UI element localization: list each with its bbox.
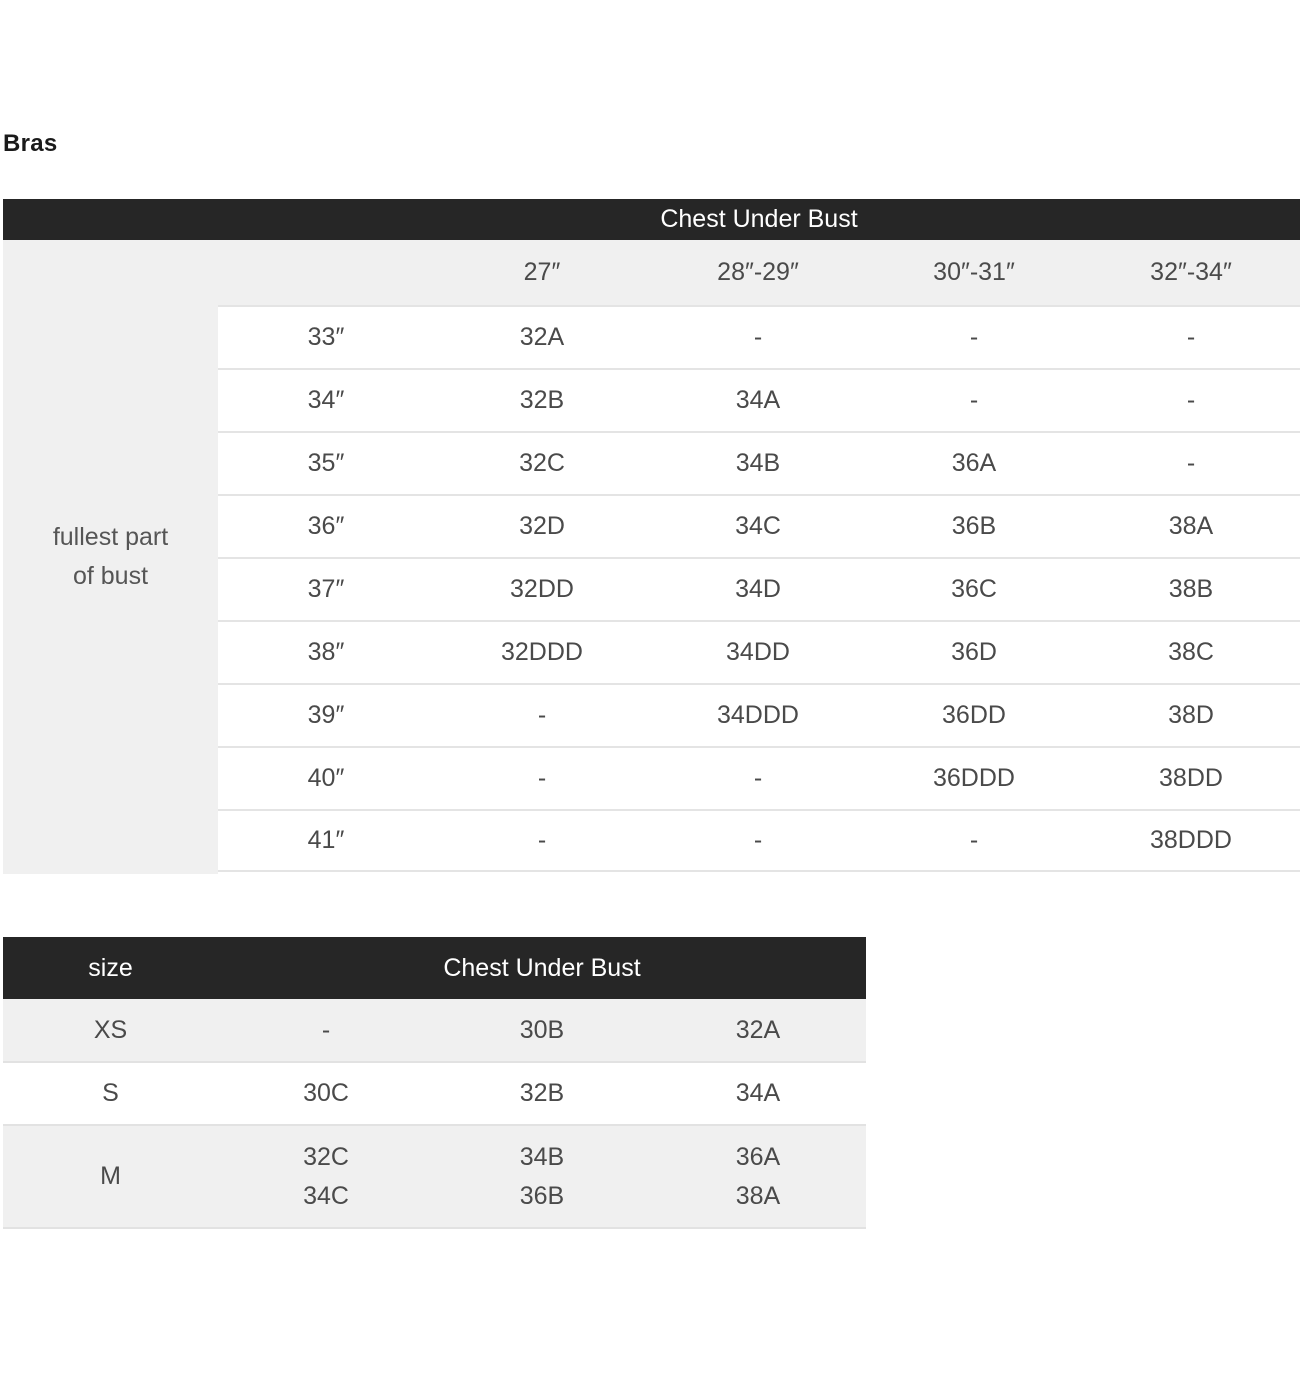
size-cell: 34B <box>735 449 781 477</box>
size-label: S <box>102 1079 119 1107</box>
size-label: M <box>100 1162 121 1190</box>
size-cell: 32DD <box>510 575 574 603</box>
chest-under-bust-heading: Chest Under Bust <box>660 205 858 233</box>
size-cell: 38A <box>1168 512 1214 540</box>
size-cell: 32B <box>519 386 565 414</box>
bust-measurement: 35″ <box>307 449 345 477</box>
size-cell: - <box>753 826 763 854</box>
size-cell: 32D <box>519 512 565 540</box>
size-cell-stack <box>650 1138 866 1216</box>
column-header: 28″-29″ <box>717 258 799 286</box>
size-cell: - <box>969 826 979 854</box>
size-grid <box>218 240 1300 874</box>
table-row <box>3 999 866 1063</box>
size-cell: - <box>753 323 763 351</box>
size-cell: - <box>537 701 547 729</box>
size-cell: 38D <box>1168 701 1214 729</box>
column-header: 30″-31″ <box>933 258 1015 286</box>
column-header: 32″-34″ <box>1150 258 1232 286</box>
chest-under-bust-heading: Chest Under Bust <box>443 953 641 982</box>
bust-measurement: 37″ <box>307 575 345 603</box>
bust-measurement: 39″ <box>307 701 345 729</box>
size-cell: 34A <box>735 386 781 414</box>
size-cell: - <box>753 764 763 792</box>
table-row <box>218 620 1300 683</box>
size-column-heading: size <box>88 953 133 982</box>
table-header <box>3 199 1300 240</box>
letter-size-table <box>3 937 866 1229</box>
size-cell: 34DD <box>726 638 790 666</box>
size-value: 36B <box>519 1181 565 1210</box>
bust-measurement: 41″ <box>307 826 345 854</box>
table-row <box>3 1126 866 1229</box>
size-value: 34B <box>519 1142 565 1171</box>
size-cell: 30B <box>519 1015 565 1044</box>
bust-measurement: 34″ <box>307 386 345 414</box>
size-value: 34C <box>303 1181 349 1210</box>
bust-measurement: 38″ <box>307 638 345 666</box>
size-cell: 36A <box>951 449 997 477</box>
column-header: 27″ <box>523 258 561 286</box>
table-body <box>3 240 1300 874</box>
size-cell: - <box>1186 323 1196 351</box>
size-value: 36A <box>735 1142 781 1171</box>
size-cell: - <box>1186 449 1196 477</box>
size-cell: 32A <box>735 1015 781 1044</box>
size-cell-stack <box>434 1138 650 1216</box>
size-cell: 34A <box>735 1079 781 1107</box>
size-cell: - <box>1186 386 1196 414</box>
size-cell: 34DDD <box>717 701 799 729</box>
size-cell: 38C <box>1168 638 1214 666</box>
size-cell: - <box>321 1015 331 1044</box>
size-cell: 32C <box>519 449 565 477</box>
size-cell: - <box>969 386 979 414</box>
size-cell: 36C <box>951 575 997 603</box>
size-cell: 38B <box>1168 575 1214 603</box>
table-row <box>3 1063 866 1126</box>
bust-measurement: 36″ <box>307 512 345 540</box>
size-cell: 34C <box>735 512 781 540</box>
size-cell: - <box>537 764 547 792</box>
size-cell: 38DD <box>1159 764 1223 792</box>
size-cell: 38DDD <box>1150 826 1232 854</box>
size-cell: 36D <box>951 638 997 666</box>
size-cell: 36B <box>951 512 997 540</box>
page-title: Bras <box>3 130 58 157</box>
size-cell: 30C <box>303 1079 349 1107</box>
table-row <box>218 557 1300 620</box>
size-cell: - <box>537 826 547 854</box>
size-value: 38A <box>735 1181 781 1210</box>
table-row <box>218 746 1300 809</box>
size-value: 32C <box>303 1142 349 1171</box>
size-cell: 36DDD <box>933 764 1015 792</box>
size-cell: 34D <box>735 575 781 603</box>
size-cell: 32DDD <box>501 638 583 666</box>
table-header <box>3 937 866 999</box>
bust-size-table <box>3 199 1300 874</box>
size-cell: 36DD <box>942 701 1006 729</box>
size-cell: 32A <box>519 323 565 351</box>
size-cell: - <box>969 323 979 351</box>
bust-measurement: 40″ <box>307 764 345 792</box>
table-row <box>218 368 1300 431</box>
table-row <box>218 431 1300 494</box>
table-row <box>218 305 1300 368</box>
table-row <box>218 809 1300 872</box>
size-cell-stack <box>218 1138 434 1216</box>
table-row <box>218 494 1300 557</box>
bust-measurement: 33″ <box>307 323 345 351</box>
table-row <box>218 683 1300 746</box>
size-label: XS <box>93 1015 128 1044</box>
size-cell: 32B <box>519 1079 565 1107</box>
under-bust-column-headers <box>218 240 1300 305</box>
fullest-part-of-bust-label: fullest part of bust <box>3 240 218 874</box>
